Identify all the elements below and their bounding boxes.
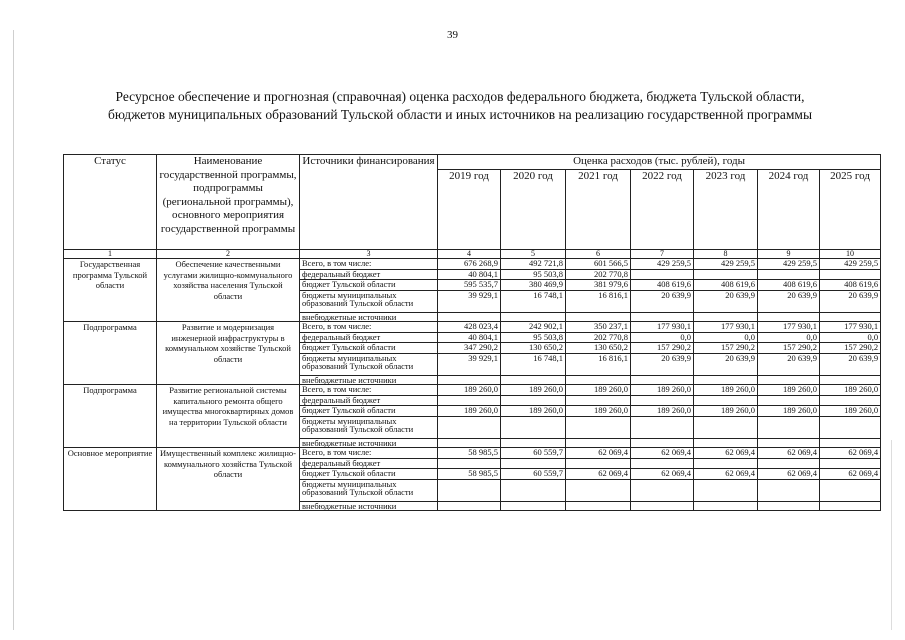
value-cell: 20 639,9 bbox=[694, 290, 758, 312]
value-cell: 492 721,8 bbox=[501, 259, 566, 270]
value-cell bbox=[438, 375, 501, 385]
value-cell: 177 930,1 bbox=[758, 322, 820, 333]
value-cell bbox=[501, 438, 566, 448]
table-row bbox=[64, 322, 881, 333]
value-cell bbox=[566, 312, 631, 322]
value-cell: 429 259,5 bbox=[820, 259, 881, 270]
value-cell: 62 069,4 bbox=[631, 469, 694, 480]
value-cell: 189 260,0 bbox=[631, 385, 694, 396]
value-cell bbox=[694, 312, 758, 322]
value-cell: 62 069,4 bbox=[820, 469, 881, 480]
value-cell bbox=[501, 458, 566, 469]
value-cell bbox=[694, 458, 758, 469]
value-cell: 20 639,9 bbox=[631, 290, 694, 312]
value-cell bbox=[820, 375, 881, 385]
value-cell bbox=[820, 501, 881, 511]
value-cell bbox=[566, 395, 631, 406]
value-cell bbox=[438, 479, 501, 501]
column-number: 4 bbox=[438, 250, 501, 259]
value-cell bbox=[694, 416, 758, 438]
value-cell: 20 639,9 bbox=[631, 353, 694, 375]
value-cell bbox=[631, 395, 694, 406]
value-cell bbox=[758, 269, 820, 280]
status-cell: Подпрограмма bbox=[64, 322, 157, 385]
funding-source-cell: Всего, в том числе: bbox=[300, 385, 438, 396]
header-name: Наименование государственной программы, подпрограммы (региональной программы), основного мероприятия государственной программы bbox=[157, 155, 300, 250]
value-cell bbox=[501, 375, 566, 385]
value-cell: 189 260,0 bbox=[566, 385, 631, 396]
value-cell bbox=[501, 312, 566, 322]
program-name-cell: Развитие региональной системы капитального ремонта общего имущества многоквартирных домов на территории Тульской области bbox=[157, 385, 300, 448]
header-year: 2021 год bbox=[566, 170, 631, 250]
value-cell: 157 290,2 bbox=[758, 343, 820, 354]
program-name-cell: Обеспечение качественными услугами жилищно-коммунального хозяйства населения Тульской области bbox=[157, 259, 300, 322]
funding-source-cell: бюджет Тульской области bbox=[300, 280, 438, 291]
program-name-cell: Развитие и модернизация инженерной инфраструктуры в коммунальном хозяйстве Тульской области bbox=[157, 322, 300, 385]
value-cell bbox=[566, 438, 631, 448]
status-cell: Государственная программа Тульской области bbox=[64, 259, 157, 322]
value-cell bbox=[694, 479, 758, 501]
header-estimate: Оценка расходов (тыс. рублей), годы bbox=[438, 155, 881, 170]
value-cell bbox=[758, 458, 820, 469]
value-cell bbox=[694, 501, 758, 511]
value-cell: 60 559,7 bbox=[501, 448, 566, 459]
value-cell: 0,0 bbox=[694, 332, 758, 343]
value-cell bbox=[758, 312, 820, 322]
value-cell bbox=[694, 375, 758, 385]
value-cell: 347 290,2 bbox=[438, 343, 501, 354]
value-cell bbox=[820, 269, 881, 280]
value-cell bbox=[566, 479, 631, 501]
value-cell bbox=[631, 312, 694, 322]
value-cell bbox=[501, 416, 566, 438]
column-number: 5 bbox=[501, 250, 566, 259]
value-cell: 189 260,0 bbox=[758, 406, 820, 417]
value-cell: 189 260,0 bbox=[694, 385, 758, 396]
value-cell bbox=[566, 416, 631, 438]
value-cell bbox=[820, 312, 881, 322]
value-cell bbox=[438, 458, 501, 469]
funding-source-cell: федеральный бюджет bbox=[300, 332, 438, 343]
value-cell: 130 650,2 bbox=[501, 343, 566, 354]
value-cell: 189 260,0 bbox=[694, 406, 758, 417]
header-year: 2024 год bbox=[758, 170, 820, 250]
value-cell: 20 639,9 bbox=[758, 353, 820, 375]
header-year: 2023 год bbox=[694, 170, 758, 250]
column-number: 6 bbox=[566, 250, 631, 259]
value-cell bbox=[501, 395, 566, 406]
value-cell: 40 804,1 bbox=[438, 332, 501, 343]
value-cell: 189 260,0 bbox=[758, 385, 820, 396]
value-cell: 157 290,2 bbox=[820, 343, 881, 354]
value-cell bbox=[438, 312, 501, 322]
value-cell bbox=[820, 479, 881, 501]
value-cell bbox=[438, 416, 501, 438]
value-cell bbox=[566, 458, 631, 469]
value-cell: 0,0 bbox=[820, 332, 881, 343]
value-cell bbox=[694, 438, 758, 448]
value-cell: 20 639,9 bbox=[758, 290, 820, 312]
funding-source-cell: федеральный бюджет bbox=[300, 269, 438, 280]
value-cell bbox=[758, 395, 820, 406]
program-name-cell: Имущественный комплекс жилищно-коммунального хозяйства Тульской области bbox=[157, 448, 300, 511]
value-cell: 95 503,8 bbox=[501, 269, 566, 280]
value-cell: 16 748,1 bbox=[501, 290, 566, 312]
funding-source-cell: бюджеты муниципальных образований Тульской области bbox=[300, 479, 438, 501]
value-cell bbox=[566, 501, 631, 511]
funding-source-cell: внебюджетные источники bbox=[300, 375, 438, 385]
value-cell: 62 069,4 bbox=[566, 469, 631, 480]
value-cell: 157 290,2 bbox=[694, 343, 758, 354]
value-cell: 189 260,0 bbox=[566, 406, 631, 417]
value-cell: 177 930,1 bbox=[631, 322, 694, 333]
value-cell bbox=[631, 269, 694, 280]
header-year: 2020 год bbox=[501, 170, 566, 250]
value-cell: 189 260,0 bbox=[438, 406, 501, 417]
value-cell: 62 069,4 bbox=[758, 448, 820, 459]
value-cell: 189 260,0 bbox=[820, 385, 881, 396]
value-cell: 130 650,2 bbox=[566, 343, 631, 354]
header-year: 2025 год bbox=[820, 170, 881, 250]
value-cell: 0,0 bbox=[758, 332, 820, 343]
value-cell: 58 985,5 bbox=[438, 448, 501, 459]
value-cell bbox=[631, 438, 694, 448]
value-cell bbox=[758, 479, 820, 501]
value-cell: 62 069,4 bbox=[694, 469, 758, 480]
value-cell: 189 260,0 bbox=[820, 406, 881, 417]
value-cell: 676 268,9 bbox=[438, 259, 501, 270]
value-cell bbox=[820, 416, 881, 438]
funding-source-cell: бюджет Тульской области bbox=[300, 343, 438, 354]
header-year: 2022 год bbox=[631, 170, 694, 250]
value-cell bbox=[631, 479, 694, 501]
value-cell: 62 069,4 bbox=[631, 448, 694, 459]
funding-source-cell: федеральный бюджет bbox=[300, 458, 438, 469]
funding-source-cell: внебюджетные источники bbox=[300, 438, 438, 448]
value-cell: 0,0 bbox=[631, 332, 694, 343]
value-cell: 189 260,0 bbox=[501, 385, 566, 396]
value-cell bbox=[566, 375, 631, 385]
value-cell bbox=[758, 501, 820, 511]
value-cell bbox=[820, 438, 881, 448]
column-number: 3 bbox=[300, 250, 438, 259]
value-cell: 16 816,1 bbox=[566, 353, 631, 375]
funding-source-cell: бюджет Тульской области bbox=[300, 469, 438, 480]
table-row bbox=[64, 448, 881, 459]
value-cell bbox=[631, 458, 694, 469]
scan-margin-line-left bbox=[13, 30, 14, 630]
page-number: 39 bbox=[447, 29, 458, 41]
value-cell: 202 770,8 bbox=[566, 269, 631, 280]
value-cell: 429 259,5 bbox=[631, 259, 694, 270]
value-cell bbox=[758, 438, 820, 448]
funding-source-cell: Всего, в том числе: bbox=[300, 259, 438, 270]
value-cell bbox=[438, 501, 501, 511]
header-year: 2019 год bbox=[438, 170, 501, 250]
value-cell: 20 639,9 bbox=[820, 290, 881, 312]
value-cell: 601 566,5 bbox=[566, 259, 631, 270]
value-cell: 20 639,9 bbox=[820, 353, 881, 375]
value-cell bbox=[694, 395, 758, 406]
value-cell: 62 069,4 bbox=[758, 469, 820, 480]
value-cell: 189 260,0 bbox=[631, 406, 694, 417]
value-cell: 58 985,5 bbox=[438, 469, 501, 480]
value-cell bbox=[631, 501, 694, 511]
table-row bbox=[64, 259, 881, 270]
value-cell: 202 770,8 bbox=[566, 332, 631, 343]
funding-source-cell: внебюджетные источники bbox=[300, 501, 438, 511]
funding-source-cell: федеральный бюджет bbox=[300, 395, 438, 406]
value-cell: 16 816,1 bbox=[566, 290, 631, 312]
funding-source-cell: бюджеты муниципальных образований Тульской области bbox=[300, 353, 438, 375]
value-cell: 60 559,7 bbox=[501, 469, 566, 480]
value-cell bbox=[501, 479, 566, 501]
value-cell: 429 259,5 bbox=[694, 259, 758, 270]
column-number: 1 bbox=[64, 250, 157, 259]
status-cell: Основное мероприятие bbox=[64, 448, 157, 511]
funding-source-cell: бюджет Тульской области bbox=[300, 406, 438, 417]
document-title: Ресурсное обеспечение и прогнозная (справочная) оценка расходов федерального бюджета, бюджета Тульской области, бюджетов муниципальных образований Тульской области и иных источников на реализацию государственной программы bbox=[107, 89, 813, 122]
value-cell: 62 069,4 bbox=[820, 448, 881, 459]
value-cell: 189 260,0 bbox=[438, 385, 501, 396]
value-cell: 408 619,6 bbox=[631, 280, 694, 291]
funding-source-cell: Всего, в том числе: bbox=[300, 322, 438, 333]
value-cell bbox=[694, 269, 758, 280]
value-cell: 62 069,4 bbox=[694, 448, 758, 459]
column-number: 9 bbox=[758, 250, 820, 259]
value-cell: 39 929,1 bbox=[438, 290, 501, 312]
value-cell bbox=[820, 395, 881, 406]
value-cell: 381 979,6 bbox=[566, 280, 631, 291]
value-cell bbox=[438, 438, 501, 448]
scan-margin-line-right bbox=[891, 440, 892, 630]
column-number: 10 bbox=[820, 250, 881, 259]
value-cell: 177 930,1 bbox=[694, 322, 758, 333]
value-cell: 157 290,2 bbox=[631, 343, 694, 354]
funding-source-cell: внебюджетные источники bbox=[300, 312, 438, 322]
value-cell: 177 930,1 bbox=[820, 322, 881, 333]
value-cell: 595 535,7 bbox=[438, 280, 501, 291]
value-cell bbox=[758, 375, 820, 385]
value-cell: 408 619,6 bbox=[694, 280, 758, 291]
table-row bbox=[64, 385, 881, 396]
value-cell: 428 023,4 bbox=[438, 322, 501, 333]
value-cell: 350 237,1 bbox=[566, 322, 631, 333]
value-cell: 20 639,9 bbox=[694, 353, 758, 375]
value-cell: 429 259,5 bbox=[758, 259, 820, 270]
value-cell: 95 503,8 bbox=[501, 332, 566, 343]
value-cell: 16 748,1 bbox=[501, 353, 566, 375]
value-cell bbox=[501, 501, 566, 511]
column-number: 2 bbox=[157, 250, 300, 259]
value-cell bbox=[438, 395, 501, 406]
value-cell bbox=[631, 416, 694, 438]
funding-source-cell: бюджеты муниципальных образований Тульской области bbox=[300, 290, 438, 312]
column-number: 7 bbox=[631, 250, 694, 259]
value-cell: 40 804,1 bbox=[438, 269, 501, 280]
value-cell: 408 619,6 bbox=[758, 280, 820, 291]
funding-source-cell: бюджеты муниципальных образований Тульской области bbox=[300, 416, 438, 438]
status-cell: Подпрограмма bbox=[64, 385, 157, 448]
column-number: 8 bbox=[694, 250, 758, 259]
value-cell bbox=[631, 375, 694, 385]
value-cell: 62 069,4 bbox=[566, 448, 631, 459]
budget-table bbox=[63, 154, 881, 511]
value-cell bbox=[820, 458, 881, 469]
value-cell: 242 902,1 bbox=[501, 322, 566, 333]
value-cell bbox=[758, 416, 820, 438]
header-status: Статус bbox=[64, 155, 157, 250]
value-cell: 408 619,6 bbox=[820, 280, 881, 291]
value-cell: 189 260,0 bbox=[501, 406, 566, 417]
header-sources: Источники финансирования bbox=[300, 155, 438, 250]
value-cell: 380 469,9 bbox=[501, 280, 566, 291]
value-cell: 39 929,1 bbox=[438, 353, 501, 375]
funding-source-cell: Всего, в том числе: bbox=[300, 448, 438, 459]
